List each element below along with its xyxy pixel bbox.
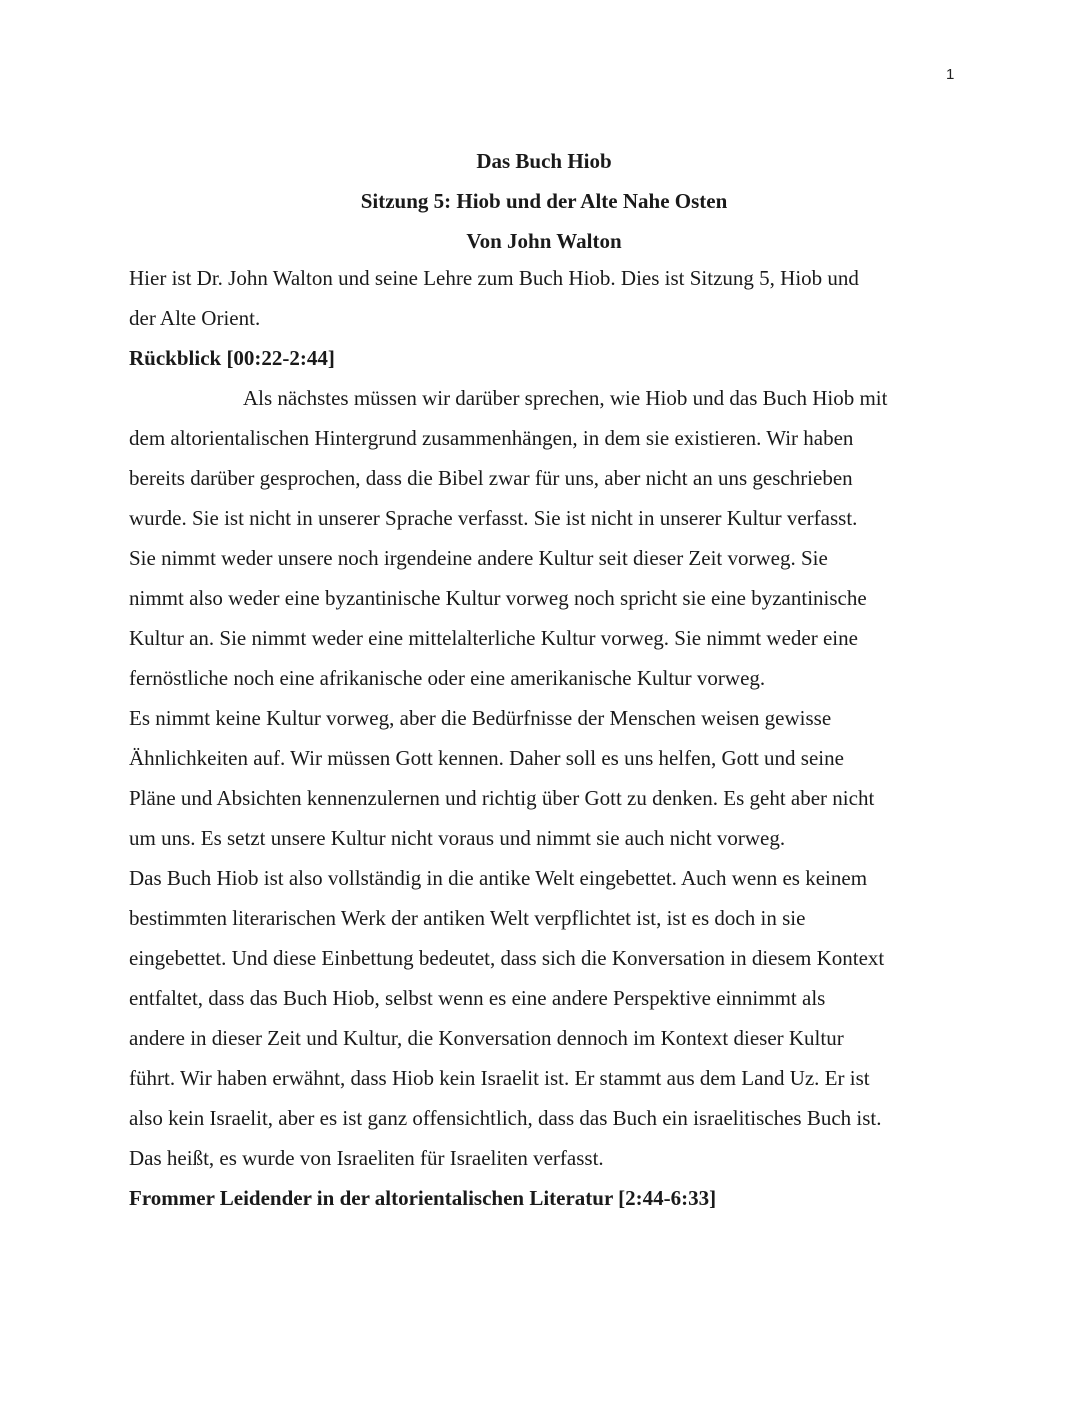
section-heading-rueckblick: Rückblick [00:22-2:44] [129, 346, 335, 370]
paragraph-1 [129, 378, 963, 698]
text-line: Kultur an. Sie nimmt weder eine mittelalterliche Kultur vorweg. Sie nimmt weder eine [129, 626, 858, 650]
text-line: Hier ist Dr. John Walton und seine Lehre zum Buch Hiob. Dies ist Sitzung 5, Hiob und [129, 266, 859, 290]
title-author: Von John Walton [466, 229, 622, 253]
text-line: nimmt also weder eine byzantinische Kultur vorweg noch spricht sie eine byzantinische [129, 586, 867, 610]
text-line: wurde. Sie ist nicht in unserer Sprache verfasst. Sie ist nicht in unserer Kultur verfasst. [129, 506, 858, 530]
text-line: Das heißt, es wurde von Israeliten für Israeliten verfasst. [129, 1146, 604, 1170]
text-line: eingebettet. Und diese Einbettung bedeutet, dass sich die Konversation in diesem Kontext [129, 946, 885, 970]
paragraph-2 [129, 698, 963, 858]
text-line: bestimmten literarischen Werk der antiken Welt verpflichtet ist, ist es doch in sie [129, 906, 806, 930]
text-line: um uns. Es setzt unsere Kultur nicht voraus und nimmt sie auch nicht vorweg. [129, 826, 786, 850]
text-line: entfaltet, dass das Buch Hiob, selbst wenn es eine andere Perspektive einnimmt als [129, 986, 826, 1010]
document-title [0, 141, 1088, 261]
text-line: Pläne und Absichten kennenzulernen und richtig über Gott zu denken. Es geht aber nicht [129, 786, 875, 810]
paragraph-3 [129, 858, 963, 1178]
text-line: Es nimmt keine Kultur vorweg, aber die Bedürfnisse der Menschen weisen gewisse [129, 706, 832, 730]
text-line: andere in dieser Zeit und Kultur, die Konversation dennoch im Kontext dieser Kultur [129, 1026, 844, 1050]
page-number: 1 [946, 66, 955, 83]
text-line: führt. Wir haben erwähnt, dass Hiob kein Israelit ist. Er stammt aus dem Land Uz. Er ist [129, 1066, 870, 1090]
text-line: Als nächstes müssen wir darüber sprechen, wie Hiob und das Buch Hiob mit [243, 386, 888, 410]
text-line: Ähnlichkeiten auf. Wir müssen Gott kennen. Daher soll es uns helfen, Gott und seine [129, 746, 844, 770]
text-line: bereits darüber gesprochen, dass die Bibel zwar für uns, aber nicht an uns geschrieben [129, 466, 853, 490]
section-heading-frommer-leidender: Frommer Leidender in der altorientalischen Literatur [2:44-6:33] [129, 1186, 717, 1210]
text-line: also kein Israelit, aber es ist ganz offensichtlich, dass das Buch ein israelitisches Buch ist. [129, 1106, 882, 1130]
document-body [129, 258, 963, 1218]
text-line: Sie nimmt weder unsere noch irgendeine andere Kultur seit dieser Zeit vorweg. Sie [129, 546, 828, 570]
text-line: fernöstliche noch eine afrikanische oder eine amerikanische Kultur vorweg. [129, 666, 766, 690]
intro-paragraph [129, 258, 963, 338]
title-book: Das Buch Hiob [476, 149, 612, 173]
text-line: Das Buch Hiob ist also vollständig in die antike Welt eingebettet. Auch wenn es keinem [129, 866, 868, 890]
title-session: Sitzung 5: Hiob und der Alte Nahe Osten [360, 189, 728, 213]
text-line: der Alte Orient. [129, 306, 261, 330]
text-line: dem altorientalischen Hintergrund zusammenhängen, in dem sie existieren. Wir haben [129, 426, 854, 450]
